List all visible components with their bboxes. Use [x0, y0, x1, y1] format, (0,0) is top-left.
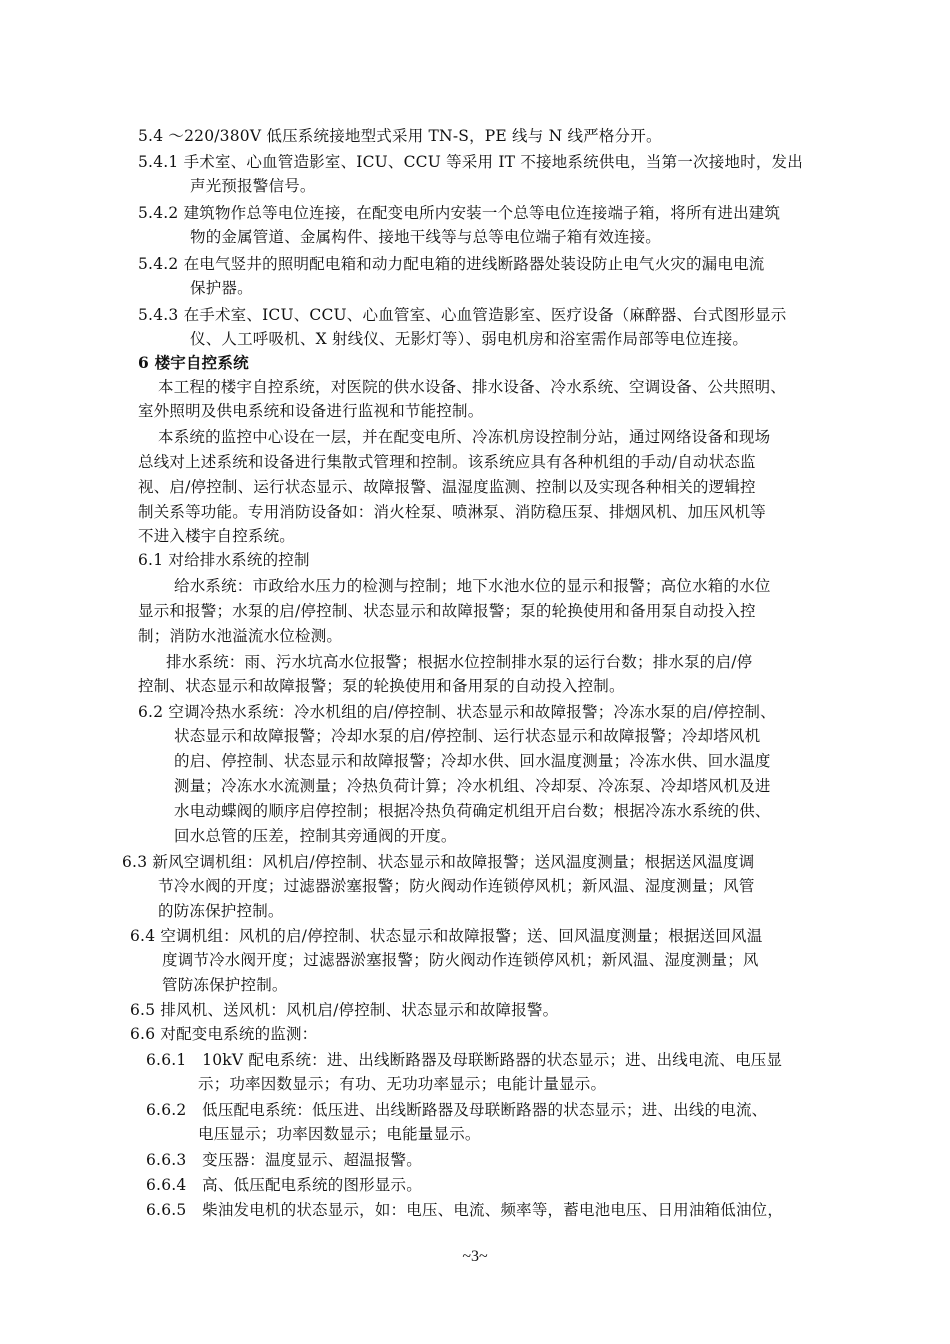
text-line: 6.6.1 10kV 配电系统：进、出线断路器及母联断路器的状态显示；进、出线电流、电压显	[146, 1051, 783, 1069]
text-line: 控制、状态显示和故障报警；泵的轮换使用和备用泵的自动投入控制。	[138, 677, 625, 695]
text-line: 的防冻保护控制。	[158, 902, 284, 920]
text-line: 示；功率因数显示；有功、无功功率显示；电能计量显示。	[198, 1075, 607, 1093]
text-line: 保护器。	[190, 279, 253, 297]
text-line: 状态显示和故障报警；冷却水泵的启/停控制、运行状态显示和故障报警；冷却塔风机	[174, 727, 761, 745]
text-line: 度调节冷水阀开度；过滤器淤塞报警；防火阀动作连锁停风机；新风温、湿度测量；风	[162, 951, 759, 969]
text-line: 物的金属管道、金属构件、接地干线等与总等电位端子箱有效连接。	[190, 228, 662, 246]
text-line: 制关系等功能。专用消防设备如：消火栓泵、喷淋泵、消防稳压泵、排烟风机、加压风机等	[138, 503, 767, 521]
text-line: 6.5 排风机、送风机：风机启/停控制、状态显示和故障报警。	[130, 1001, 559, 1019]
text-line: 室外照明及供电系统和设备进行监视和节能控制。	[138, 402, 484, 420]
text-line: 仪、人工呼吸机、X 射线仪、无影灯等）、弱电机房和浴室需作局部等电位连接。	[190, 330, 749, 348]
text-line: 电压显示；功率因数显示；电能量显示。	[198, 1125, 481, 1143]
text-line: 给水系统：市政给水压力的检测与控制；地下水池水位的显示和报警；高位水箱的水位	[174, 577, 771, 595]
text-line: 5.4.2 在电气竖井的照明配电箱和动力配电箱的进线断路器处装设防止电气火灾的漏电电流	[138, 255, 765, 273]
text-line: 显示和报警；水泵的启/停控制、状态显示和故障报警；泵的轮换使用和备用泵自动投入控	[138, 602, 756, 620]
text-line: 总线对上述系统和设备进行集散式管理和控制。该系统应具有各种机组的手动/自动状态监	[138, 453, 756, 471]
text-line: 管防冻保护控制。	[162, 976, 288, 994]
text-line: 视、启/停控制、运行状态显示、故障报警、温湿度监测、控制以及实现各种相关的逻辑控	[138, 478, 756, 496]
section-heading: 6 楼宇自控系统	[138, 353, 249, 372]
text-line: 的启、停控制、状态显示和故障报警；冷却水供、回水温度测量；冷冻水供、回水温度	[174, 752, 771, 770]
text-line: 声光预报警信号。	[190, 177, 316, 195]
text-line: 节冷水阀的开度；过滤器淤塞报警；防火阀动作连锁停风机；新风温、湿度测量；风管	[158, 877, 755, 895]
text-line: 排水系统：雨、污水坑高水位报警；根据水位控制排水泵的运行台数；排水泵的启/停	[166, 653, 753, 671]
text-line: 测量；冷冻水水流测量；冷热负荷计算；冷水机组、冷却泵、冷冻泵、冷却塔风机及进	[174, 777, 771, 795]
text-line: 6.6.2 低压配电系统：低压进、出线断路器及母联断路器的状态显示；进、出线的电流、	[146, 1101, 768, 1119]
text-line: 5.4 ～220/380V 低压系统接地型式采用 TN-S，PE 线与 N 线严格分开。	[138, 127, 662, 145]
text-line: 制；消防水池溢流水位检测。	[138, 627, 343, 645]
text-line: 水电动蝶阀的顺序启停控制；根据冷热负荷确定机组开启台数；根据冷冻水系统的供、	[174, 802, 771, 820]
text-line: 6.6 对配变电系统的监测：	[130, 1025, 318, 1043]
text-line: 本系统的监控中心设在一层，并在配变电所、冷冻机房设控制分站，通过网络设备和现场	[158, 428, 771, 446]
text-line: 回水总管的压差，控制其旁通阀的开度。	[174, 827, 457, 845]
text-line: 6.6.3 变压器：温度显示、超温报警。	[146, 1151, 422, 1169]
text-line: 6.4 空调机组：风机的启/停控制、状态显示和故障报警；送、回风温度测量；根据送回风温	[130, 927, 763, 945]
text-line: 本工程的楼宇自控系统，对医院的供水设备、排水设备、冷水系统、空调设备、公共照明、	[158, 378, 787, 396]
text-line: 6.6.4 高、低压配电系统的图形显示。	[146, 1176, 422, 1194]
text-line: 6.6.5 柴油发电机的状态显示，如：电压、电流、频率等，蓄电池电压、日用油箱低油位，	[146, 1201, 784, 1219]
text-line: 6.3 新风空调机组：风机启/停控制、状态显示和故障报警；送风温度测量；根据送风温度调	[122, 853, 755, 871]
text-line: 6.1 对给排水系统的控制	[138, 551, 310, 569]
text-line: 5.4.2 建筑物作总等电位连接，在配变电所内安装一个总等电位连接端子箱，将所有进出建筑	[138, 204, 781, 222]
text-line: 不进入楼宇自控系统。	[138, 527, 296, 545]
page-number: ~3~	[462, 1248, 488, 1265]
text-line: 5.4.1 手术室、心血管造影室、ICU、CCU 等采用 IT 不接地系统供电，当第一次接地时，发出	[138, 153, 803, 171]
text-line: 5.4.3 在手术室、ICU、CCU、心血管室、心血管造影室、医疗设备（麻醉器、台式图形显示	[138, 306, 787, 324]
text-line: 6.2 空调冷热水系统：冷水机组的启/停控制、状态显示和故障报警；冷冻水泵的启/停控制、	[138, 703, 776, 721]
